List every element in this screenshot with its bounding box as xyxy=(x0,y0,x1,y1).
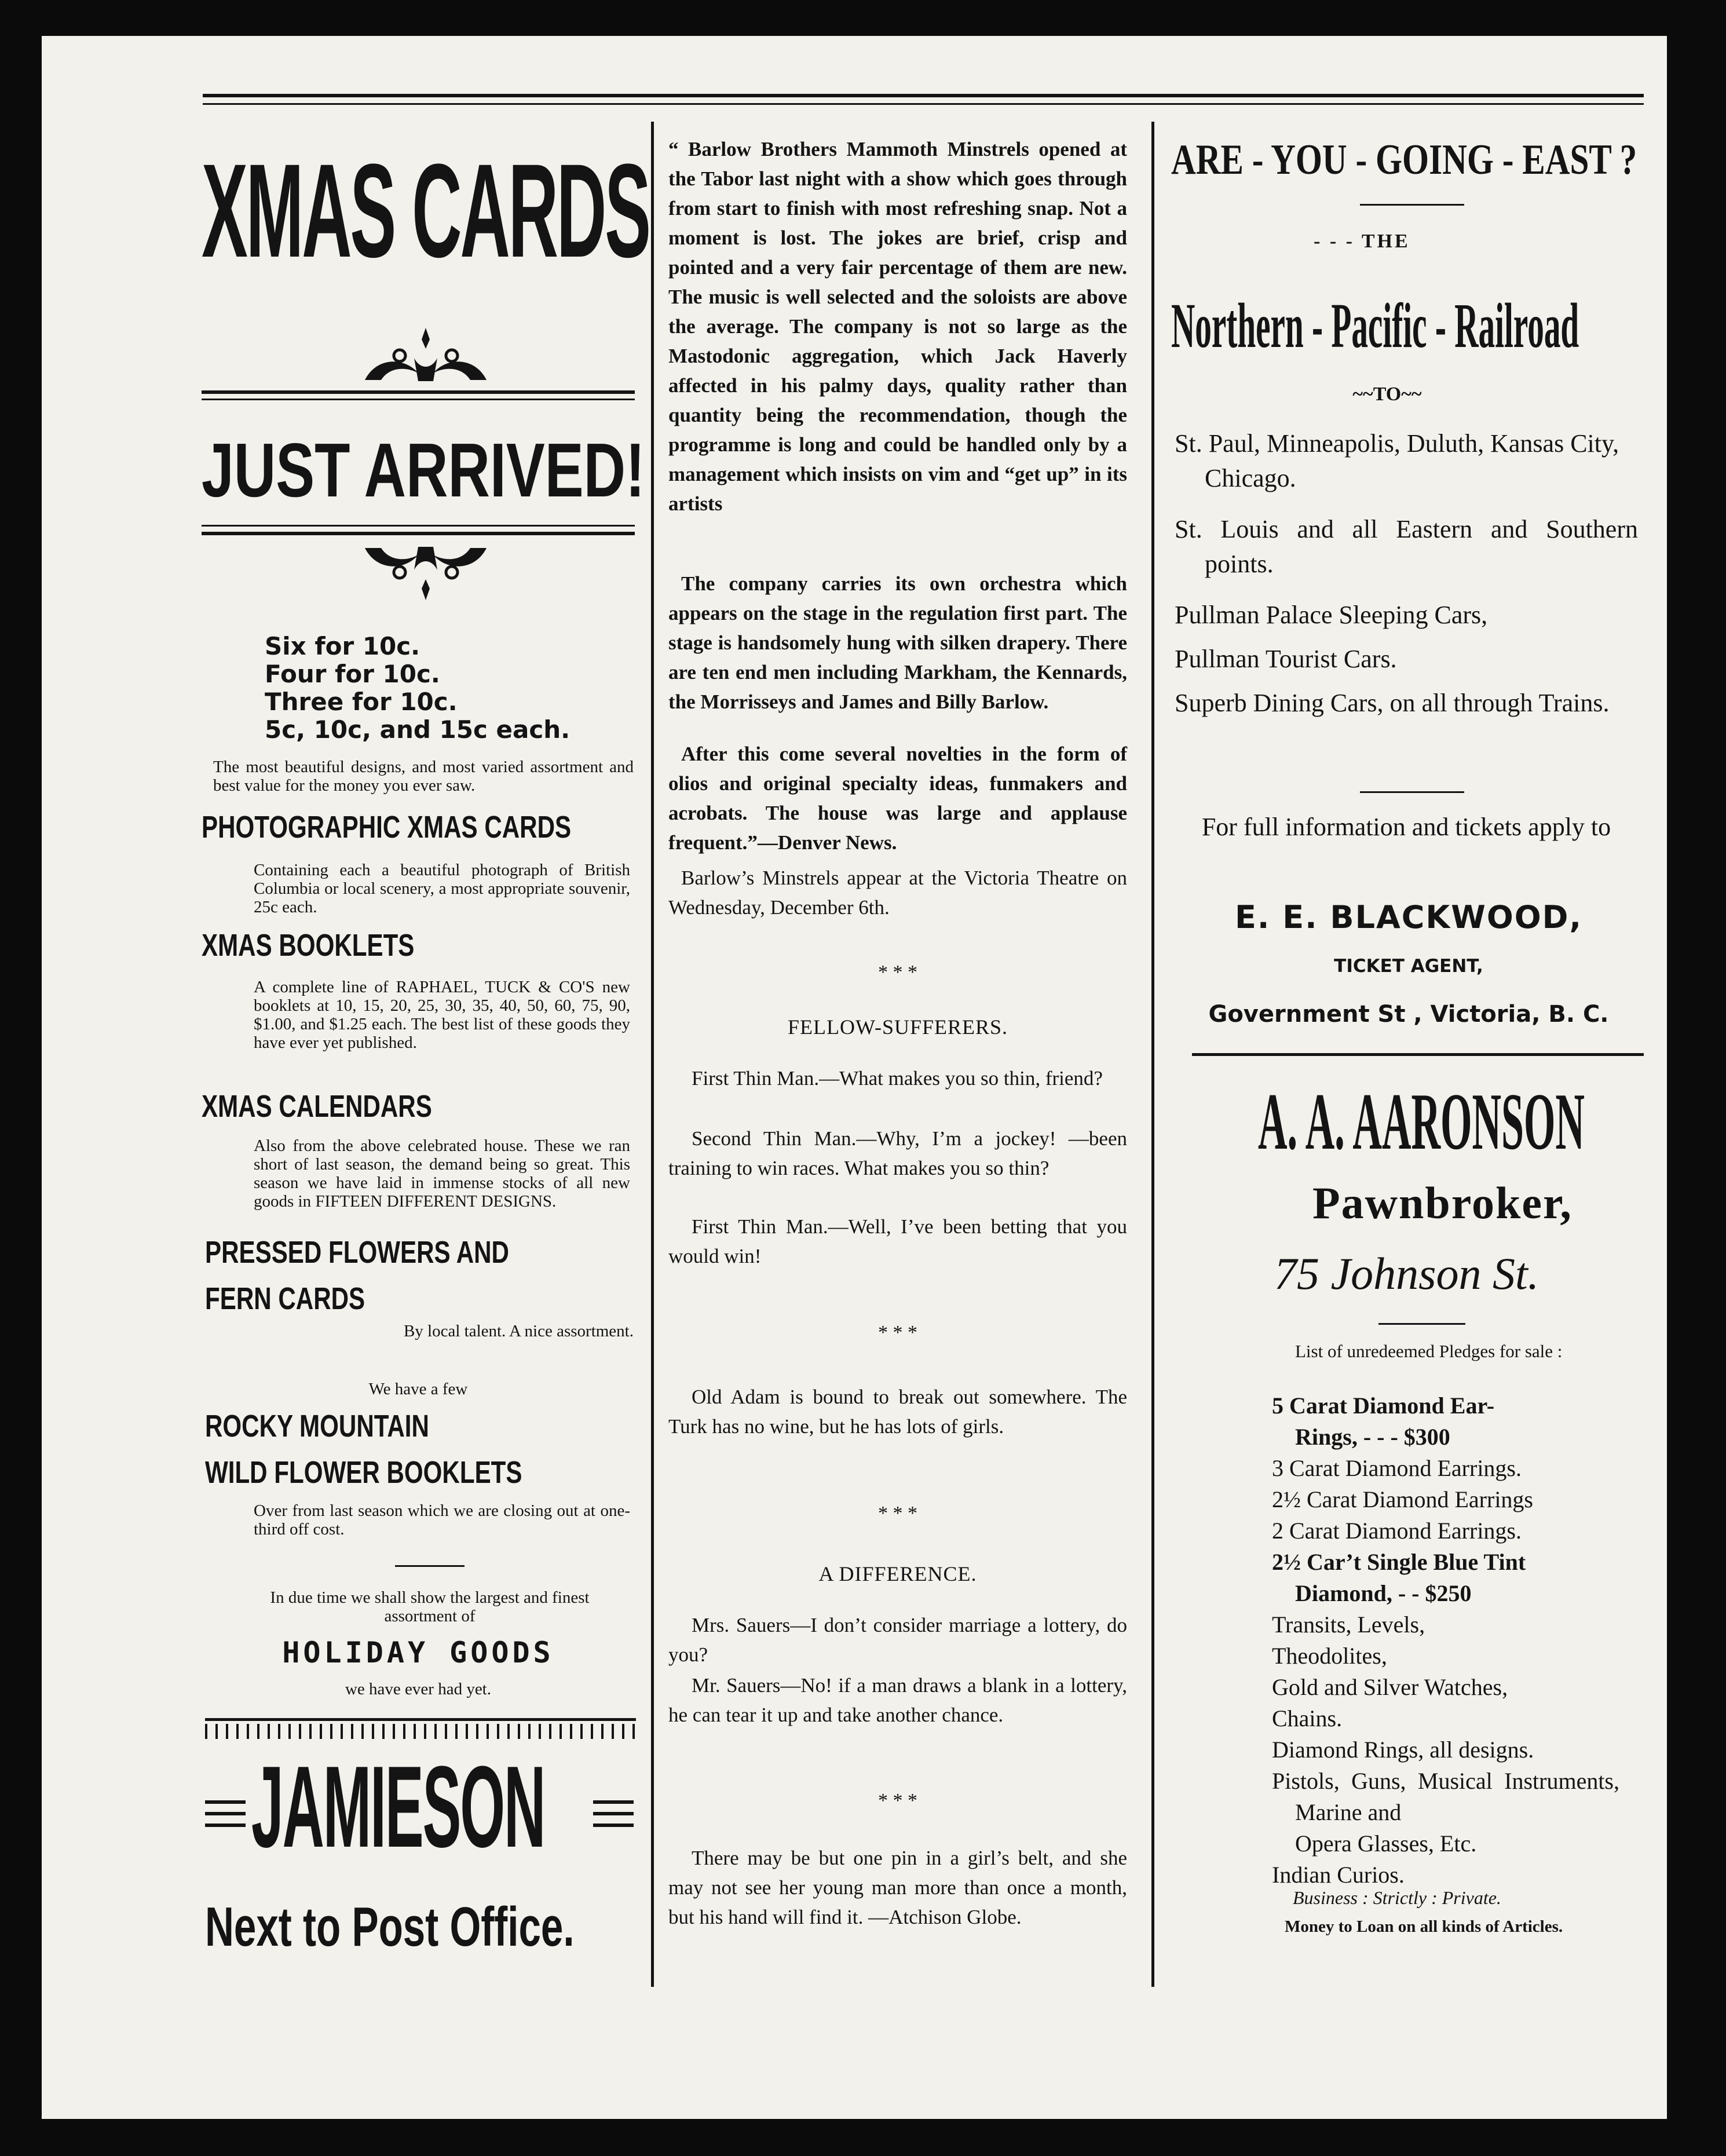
agent-title: TICKET AGENT, xyxy=(1334,956,1483,977)
destination-item: Pullman Tourist Cars. xyxy=(1175,645,1397,673)
asterism-divider: * * * xyxy=(878,1322,917,1343)
money-to-loan: Money to Loan on all kinds of Articles. xyxy=(1285,1917,1563,1936)
flourish-ornament-bottom xyxy=(353,541,498,605)
destination-item: Superb Dining Cars, on all through Trains. xyxy=(1175,689,1610,717)
asterism-divider: * * * xyxy=(878,1790,917,1811)
to-flourish-left: ~~ xyxy=(1352,383,1373,405)
rule-below-just-arrived-2 xyxy=(202,532,635,535)
price-line: Three for 10c. xyxy=(265,688,458,716)
rule-below-just-arrived xyxy=(202,525,635,527)
xmas-calendars-heading: XMAS CALENDARS xyxy=(202,1089,432,1124)
booklets-text: A complete line of RAPHAEL, TUCK & CO'S new booklets at 10, 15, 20, 25, 30, 35, 40, 50, 60, 75, 90, $1.00, and $1.25 each. The best list of these goods they have ever yet published. xyxy=(254,978,630,1052)
pledge-item: Gold and Silver Watches, xyxy=(1272,1674,1508,1700)
destination-item: St. Paul, Minneapolis, Duluth, Kansas City, Chicago. xyxy=(1175,429,1619,492)
difference-line: Mr. Sauers—No! if a man draws a blank in a lottery, he can tear it up and take another chance. xyxy=(668,1674,1127,1726)
minstrels-appear: Barlow’s Minstrels appear at the Victoria Theatre on Wednesday, December 6th. xyxy=(668,867,1127,919)
fellow-sufferers-line: First Thin Man.—Well, I’ve been betting that you would win! xyxy=(668,1215,1127,1267)
to-label xyxy=(1326,383,1448,405)
due-time-text: In due time we shall show the largest and finest assortment of xyxy=(270,1588,590,1625)
flourish-ornament-top xyxy=(353,323,498,387)
photographic-text: Containing each a beautiful photograph of British Columbia or local scenery, a most appropriate souvenir, 25c each. xyxy=(254,861,630,916)
asterism-divider: * * * xyxy=(878,1503,917,1524)
calendars-text: Also from the above celebrated house. These we ran short of last season, the demand being so great. This season we have laid in immense stocks of all new goods in FIFTEEN DIFFERENT DESIGNS. xyxy=(254,1137,630,1211)
rule-above-just-arrived xyxy=(202,390,635,394)
pledge-item: Diamond, - - $250 xyxy=(1295,1580,1472,1606)
section-rule xyxy=(1192,1053,1644,1056)
photographic-xmas-cards-heading: PHOTOGRAPHIC XMAS CARDS xyxy=(202,810,572,845)
next-to-post-office: Next to Post Office. xyxy=(205,1896,575,1958)
full-information-text: For full information and tickets apply to xyxy=(1201,813,1611,841)
destination-item: St. Louis and all Eastern and Southern points. xyxy=(1175,515,1638,578)
minstrels-review-3: After this come several novelties in the form of olios and original specialty ideas, funmakers and acrobats. The house was large and applause frequent.”—Denver News. xyxy=(668,743,1127,854)
jamieson-heading: JAMIESON xyxy=(251,1742,545,1872)
price-line: Four for 10c. xyxy=(265,660,440,688)
short-divider xyxy=(1360,204,1464,206)
xmas-cards-heading: XMAS CARDS xyxy=(202,136,649,285)
holiday-goods-heading: HOLIDAY GOODS xyxy=(282,1636,554,1669)
pawnbroker-heading: Pawnbroker, xyxy=(1312,1178,1573,1228)
column-divider-right xyxy=(1151,122,1154,1987)
ever-had-text: we have ever had yet. xyxy=(345,1680,491,1698)
pledge-item: Opera Glasses, Etc. xyxy=(1295,1830,1477,1857)
minstrels-review-2: The company carries its own orchestra which appears on the stage in the regulation first part. The stage is handsomely hung with silken drapery. There are ten end men including Markham, the Kennards, the Morrisseys and James and Billy Barlow. xyxy=(668,572,1127,713)
pledge-item: Indian Curios. xyxy=(1272,1862,1405,1888)
pledge-item: 2½ Car’t Single Blue Tint xyxy=(1272,1549,1526,1575)
minstrels-review: “ Barlow Brothers Mammoth Minstrels opened at the Tabor last night with a show which goes through from start to finish with most refreshing snap. Not a moment is lost. The jokes are brief, crisp and pointed and a very fair percentage of them are new. The music is well selected and the soloists are above the average. The company is not so large as the Mastodonic aggregation, which Jack Haverly affected in his palmy days, quality rather than quantity being the recommendation, though the programme is long and could be handled only by a management which insists on vim and “get up” in its artists xyxy=(668,138,1127,515)
pledge-item: Pistols, Guns, Musical Instruments, Marine and xyxy=(1272,1768,1619,1825)
rocky-text: Over from last season which we are closing out at one-third off cost. xyxy=(254,1501,630,1539)
pledge-item: Rings, - - - $300 xyxy=(1295,1424,1450,1450)
agent-name: E. E. BLACKWOOD, xyxy=(1235,899,1582,936)
northern-pacific-railroad: Northern - Pacific - Railroad xyxy=(1171,290,1579,361)
short-divider xyxy=(1360,791,1464,793)
the-label: - - - THE xyxy=(1314,231,1410,252)
rocky-mountain-heading: ROCKY MOUNTAIN xyxy=(205,1409,429,1444)
pledge-item: Transits, Levels, xyxy=(1272,1611,1425,1638)
price-line: Six for 10c. xyxy=(265,632,420,660)
top-rule xyxy=(203,94,1644,97)
pledges-intro: List of unredeemed Pledges for sale : xyxy=(1295,1341,1563,1361)
pledge-item: Diamond Rings, all designs. xyxy=(1272,1737,1534,1763)
xmas-booklets-heading: XMAS BOOKLETS xyxy=(202,928,415,963)
difference-line: Mrs. Sauers—I don’t consider marriage a lottery, do you? xyxy=(668,1614,1127,1666)
jamieson-rules-right xyxy=(593,1800,634,1827)
have-few-text: We have a few xyxy=(368,1380,468,1398)
column-divider-left xyxy=(651,122,654,1987)
intro-text: The most beautiful designs, and most varied assortment and best value for the money you ever saw. xyxy=(213,758,634,795)
pledge-item: 2½ Carat Diamond Earrings xyxy=(1272,1486,1533,1512)
fellow-sufferers-line: Second Thin Man.—Why, I’m a jockey! —been training to win races. What makes you so thin? xyxy=(668,1127,1127,1179)
pressed-flowers-heading: PRESSED FLOWERS AND xyxy=(205,1235,509,1270)
pledges-list xyxy=(1272,1390,1619,1891)
aaronson-heading: A. A. AARONSON xyxy=(1258,1077,1585,1167)
wild-flower-booklets-heading: WILD FLOWER BOOKLETS xyxy=(205,1455,522,1490)
newspaper-page xyxy=(42,36,1667,2119)
pledge-item: 2 Carat Diamond Earrings. xyxy=(1272,1518,1522,1544)
price-list xyxy=(265,633,635,744)
destinations-list xyxy=(1175,426,1638,721)
short-divider xyxy=(1378,1323,1465,1325)
pressed-text: By local talent. A nice assortment. xyxy=(403,1322,634,1340)
destination-item: Pullman Palace Sleeping Cars, xyxy=(1175,601,1488,629)
pin-text: There may be but one pin in a girl’s belt, and she may not see her young man more than once a month, but his hand will find it. —Atchison Globe. xyxy=(668,1847,1127,1928)
pledge-item: Theodolites, xyxy=(1272,1643,1387,1669)
short-divider xyxy=(395,1565,465,1567)
fern-cards-heading: FERN CARDS xyxy=(205,1281,365,1316)
rule-above-just-arrived-2 xyxy=(202,399,635,400)
fellow-sufferers-line: First Thin Man.—What makes you so thin, friend? xyxy=(692,1067,1103,1090)
to-flourish-right: ~~ xyxy=(1401,383,1422,405)
price-line: 5c, 10c, and 15c each. xyxy=(265,715,571,744)
going-east-heading: ARE - YOU - GOING - EAST ? xyxy=(1171,136,1637,184)
pledge-item: 5 Carat Diamond Ear- xyxy=(1272,1393,1495,1419)
pledge-item: Chains. xyxy=(1272,1705,1343,1731)
greek-key-border xyxy=(205,1718,636,1741)
fellow-sufferers-title: FELLOW-SUFFERERS. xyxy=(787,1015,1008,1039)
just-arrived-heading: JUST ARRIVED! xyxy=(202,427,645,513)
asterism-divider: * * * xyxy=(878,962,917,983)
agent-address: Government St , Victoria, B. C. xyxy=(1208,1001,1609,1028)
top-rule-2 xyxy=(203,103,1644,105)
pledge-item: 3 Carat Diamond Earrings. xyxy=(1272,1455,1522,1481)
business-private-line: Business : Strictly : Private. xyxy=(1293,1887,1501,1908)
johnson-st-address: 75 Johnson St. xyxy=(1274,1248,1539,1299)
to-text: TO xyxy=(1373,383,1402,405)
old-adam-text: Old Adam is bound to break out somewhere. The Turk has no wine, but he has lots of girls. xyxy=(668,1386,1127,1438)
jamieson-rules-left xyxy=(205,1800,246,1827)
a-difference-title: A DIFFERENCE. xyxy=(818,1562,977,1585)
